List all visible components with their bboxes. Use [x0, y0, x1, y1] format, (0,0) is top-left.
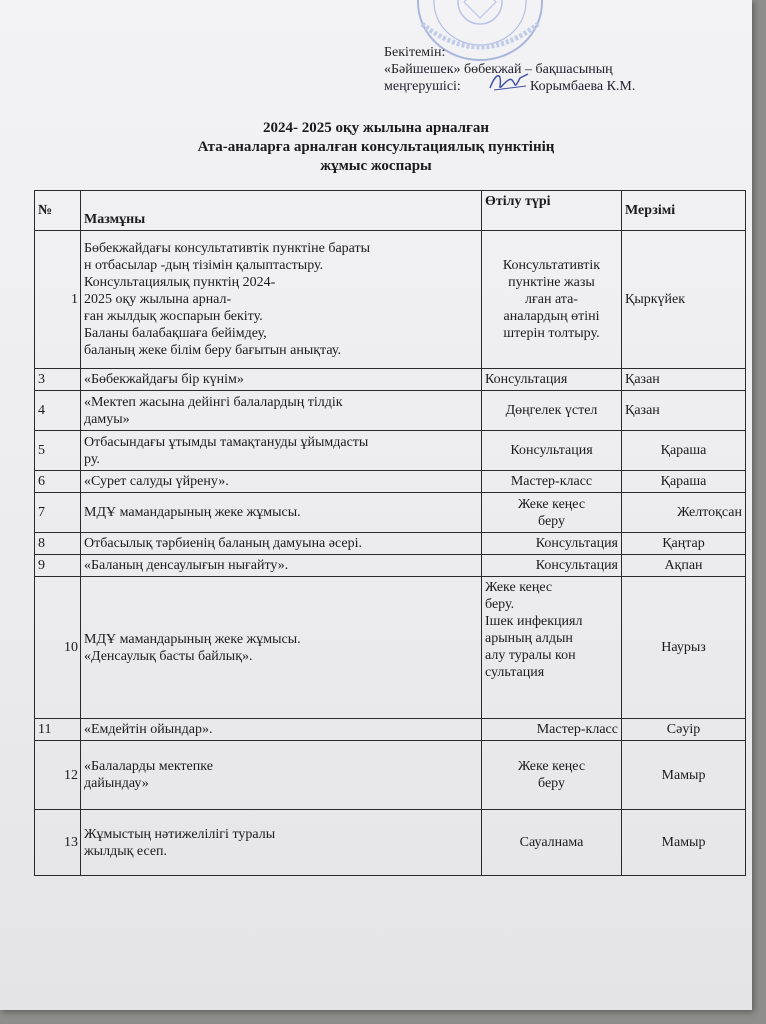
approved-label: Бекітемін:: [384, 45, 446, 60]
row-number: 13: [35, 810, 81, 876]
row-number: 10: [35, 577, 81, 719]
table-header-row: [35, 191, 746, 231]
head-name: Корымбаева К.М.: [530, 79, 636, 94]
table-row: [35, 719, 746, 741]
row-form: Жеке кеңес беру. Ішек инфекциял арының алдын алу туралы кон сультация: [482, 577, 622, 719]
row-form: Дөңгелек үстел: [482, 391, 622, 431]
row-number: 11: [35, 719, 81, 741]
row-number: 8: [35, 533, 81, 555]
row-term: Сәуір: [622, 719, 746, 741]
row-content: МДҰ мамандарының жеке жұмысы. «Денсаулық басты байлық».: [81, 577, 482, 719]
header-form: Өтілу түрі: [482, 191, 622, 231]
row-number: 9: [35, 555, 81, 577]
row-form: Консультация: [482, 369, 622, 391]
table-row: [35, 369, 746, 391]
row-term: Қазан: [622, 391, 746, 431]
head-line: [384, 78, 635, 95]
row-form: Жеке кеңес беру: [482, 493, 622, 533]
row-form: Консультативтік пунктіне жазы лған ата- аналардың өтіні штерін толтыру.: [482, 231, 622, 369]
row-content: «Емдейтін ойындар».: [81, 719, 482, 741]
document-title: [0, 119, 752, 176]
title-line-1: 2024- 2025 оқу жылына арналған: [263, 120, 489, 136]
table-row: [35, 533, 746, 555]
table-row: [35, 431, 746, 471]
table-row: [35, 231, 746, 369]
row-form: Сауалнама: [482, 810, 622, 876]
row-term: Қаңтар: [622, 533, 746, 555]
row-term: Желтоқсан: [622, 493, 746, 533]
row-content: «Мектеп жасына дейінгі балалардың тілдік дамуы»: [81, 391, 482, 431]
row-content: Жұмыстың нәтижелілігі туралы жылдық есеп.: [81, 810, 482, 876]
org-line: «Бәйшешек» бөбекжай – бақшасының: [384, 62, 613, 77]
row-term: Қараша: [622, 431, 746, 471]
row-form: Жеке кеңес беру: [482, 741, 622, 810]
row-form: Мастер-класс: [482, 719, 622, 741]
row-content: «Сурет салуды үйрену».: [81, 471, 482, 493]
row-form: Консультация: [482, 555, 622, 577]
row-number: 1: [35, 231, 81, 369]
plan-table: [34, 190, 746, 876]
row-content: МДҰ мамандарының жеке жұмысы.: [81, 493, 482, 533]
header-content: Мазмұны: [81, 191, 482, 231]
head-label: меңгерушісі:: [384, 79, 461, 94]
signature: [486, 68, 532, 94]
row-content: Отбасындағы ұтымды тамақтануды ұйымдасты ру.: [81, 431, 482, 471]
row-content: Отбасылық тәрбиенің баланың дамуына әсері.: [81, 533, 482, 555]
row-number: 6: [35, 471, 81, 493]
table-row: [35, 493, 746, 533]
table-row: [35, 555, 746, 577]
row-number: 3: [35, 369, 81, 391]
row-content: Бөбекжайдағы консультативтік пунктіне бараты н отбасылар -дың тізімін қалыптастыру. Консультациялық пунктің 2024- 2025 оқу жылына арнал- ған жылдық жоспарын бекіту. Баланы балабақшаға бейімдеу, баланың жеке білім беру бағытын анықтау.: [81, 231, 482, 369]
row-term: Ақпан: [622, 555, 746, 577]
table-row: [35, 471, 746, 493]
row-content: «Бөбекжайдағы бір күнім»: [81, 369, 482, 391]
row-term: Мамыр: [622, 741, 746, 810]
title-line-2: Ата-аналарға арналған консультациялық пунктінің: [197, 139, 555, 155]
approval-block: [384, 44, 635, 95]
row-number: 12: [35, 741, 81, 810]
row-term: Наурыз: [622, 577, 746, 719]
header-term: Мерзімі: [622, 191, 746, 231]
row-form: Консультация: [482, 533, 622, 555]
row-term: Қыркүйек: [622, 231, 746, 369]
row-term: Қараша: [622, 471, 746, 493]
title-line-3: жұмыс жоспары: [320, 158, 432, 174]
table-row: [35, 741, 746, 810]
row-content: «Балаларды мектепке дайындау»: [81, 741, 482, 810]
table-row: [35, 577, 746, 719]
header-number: №: [35, 191, 81, 231]
row-number: 7: [35, 493, 81, 533]
row-term: Мамыр: [622, 810, 746, 876]
row-term: Қазан: [622, 369, 746, 391]
row-form: Консультация: [482, 431, 622, 471]
row-number: 5: [35, 431, 81, 471]
row-content: «Баланың денсаулығын нығайту».: [81, 555, 482, 577]
row-form: Мастер-класс: [482, 471, 622, 493]
row-number: 4: [35, 391, 81, 431]
table-row: [35, 391, 746, 431]
table-row: [35, 810, 746, 876]
